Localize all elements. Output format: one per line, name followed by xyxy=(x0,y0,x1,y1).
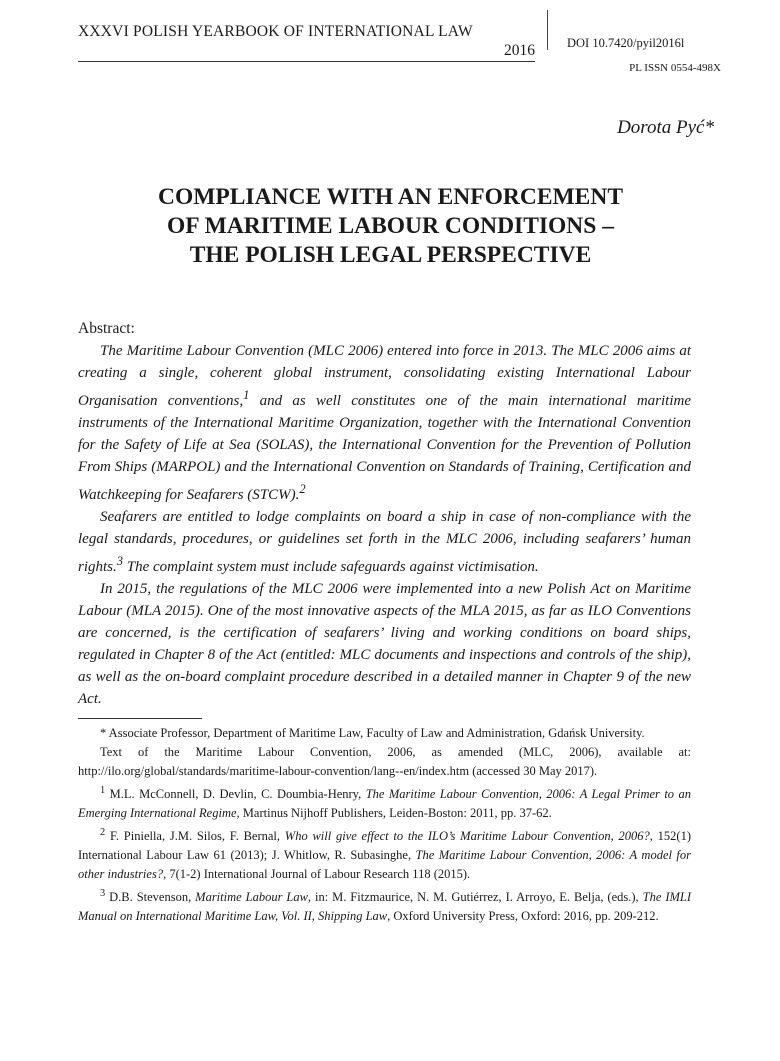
title-line: COMPLIANCE WITH AN ENFORCEMENT xyxy=(157,184,624,210)
footnote-text: , in: M. Fitzmaurice, N. M. Gutiérrez, I. Arroyo, E. Belja, (eds.), xyxy=(307,890,643,905)
footnote-number: 1 xyxy=(100,785,106,796)
article-title xyxy=(78,183,703,270)
footnote-text: , Oxford University Press, Oxford: 2016, pp. 209-212. xyxy=(387,909,659,924)
footnote-author: * Associate Professor, Department of Maritime Law, Faculty of Law and Administration, Gdańsk University. xyxy=(100,726,645,740)
footnote-title: The Maritime Labour Convention, 2006: A Legal Primer to an Emerging International Regime xyxy=(78,787,691,821)
title-line: THE POLISH LEGAL PERSPECTIVE xyxy=(189,242,592,268)
footnote-ref[interactable]: 1 xyxy=(243,388,250,402)
journal-title: XXXVI POLISH YEARBOOK OF INTERNATIONAL LAW xyxy=(78,23,473,40)
footnote-ref[interactable]: 2 xyxy=(299,482,306,496)
abstract-paragraph: In 2015, the regulations of the MLC 2006 were implemented into a new Polish Act on Maritime Labour (MLA 2015). One of the most innovative aspects of the MLA 2015, as far as ILO Conventions are concerned, is the certification of seafarers’ living and working conditions on board ships, regulated in Chapter 8 of the Act (entitled: MLC documents and inspections and controls of the ship), as well as the on-board complaint procedure described in a detailed manner in Chapter 9 of the new Act. xyxy=(78,581,691,707)
footnote-2 xyxy=(78,823,691,884)
abstract-body xyxy=(78,340,691,710)
footnote-title: Maritime Labour Law xyxy=(195,890,308,905)
footnote-number: 2 xyxy=(100,827,106,839)
doi-link[interactable]: DOI 10.7420/pyil2016l xyxy=(567,36,685,50)
footnote-number: 3 xyxy=(100,888,106,900)
issn: PL ISSN 0554-498X xyxy=(629,62,721,74)
abstract-text: The complaint system must include safeguards against victimisation. xyxy=(123,559,539,575)
abstract-paragraph xyxy=(78,506,691,578)
footnote-separator xyxy=(78,718,202,719)
footnote-3 xyxy=(78,884,691,926)
abstract-paragraph xyxy=(78,340,691,506)
footnote-1 xyxy=(78,781,691,823)
footnote-text: D.B. Stevenson, xyxy=(105,890,196,905)
abstract-heading: Abstract: xyxy=(78,320,135,337)
footnote-text: , Martinus Nijhoff Publishers, Leiden-Boston: 2011, pp. 37-62. xyxy=(236,806,552,821)
running-header xyxy=(78,22,535,62)
footnotes xyxy=(78,724,691,926)
abstract-text: and as well constitutes one of the main international maritime instruments of the International Maritime Organization, together with the International Convention for the Safety of Life at Sea (SOLAS), the International Convention for the Prevention of Pollution From Ships (MARPOL) and the International Convention on Standards of Training, Certification and Watchkeeping for Seafarers (STCW). xyxy=(78,393,691,503)
journal-year: 2016 xyxy=(504,42,535,59)
footnote-mlc: Text of the Maritime Labour Convention, 2006, as amended (MLC, 2006), available at: http://ilo.org/global/standards/maritime-labour-convention/lang--en/index.htm (accessed 30 May 2017). xyxy=(78,745,691,778)
footnote-text: M.L. McConnell, D. Devlin, C. Doumbia-Henry, xyxy=(105,787,366,802)
abstract-text: Seafarers are entitled to lodge complaints on board a ship in case of non-compliance with the legal standards, procedures, or guidelines set forth in the MLC 2006, including seafarers’ human rights. xyxy=(78,509,691,575)
footnote-text: , 152(1) International Labour Law 61 (2013); J. Whitlow, R. Subasinghe, xyxy=(78,829,692,863)
footnote-ref[interactable]: 3 xyxy=(116,554,124,568)
abstract-text: The Maritime Labour Convention (MLC 2006) entered into force in 2013. The MLC 2006 aims at creating a single, coherent global instrument, consolidating existing International Labour Organisation conventions, xyxy=(78,343,691,409)
header-divider xyxy=(547,10,548,50)
footnote-title: The Maritime Labour Convention, 2006: A model for other industries? xyxy=(78,848,692,882)
author-name: Dorota Pyć* xyxy=(617,117,714,138)
footnote-title: The IMLI Manual on International Maritime Law, Vol. II, Shipping Law xyxy=(78,890,692,924)
title-line: OF MARITIME LABOUR CONDITIONS – xyxy=(167,213,614,239)
footnote-text: F. Piniella, J.M. Silos, F. Bernal, xyxy=(105,829,285,844)
footnote-text: , 7(1-2) International Journal of Labour Research 118 (2015). xyxy=(163,867,471,882)
footnote-title: Who will give effect to the ILO’s Maritime Labour Convention, 2006? xyxy=(284,829,650,844)
